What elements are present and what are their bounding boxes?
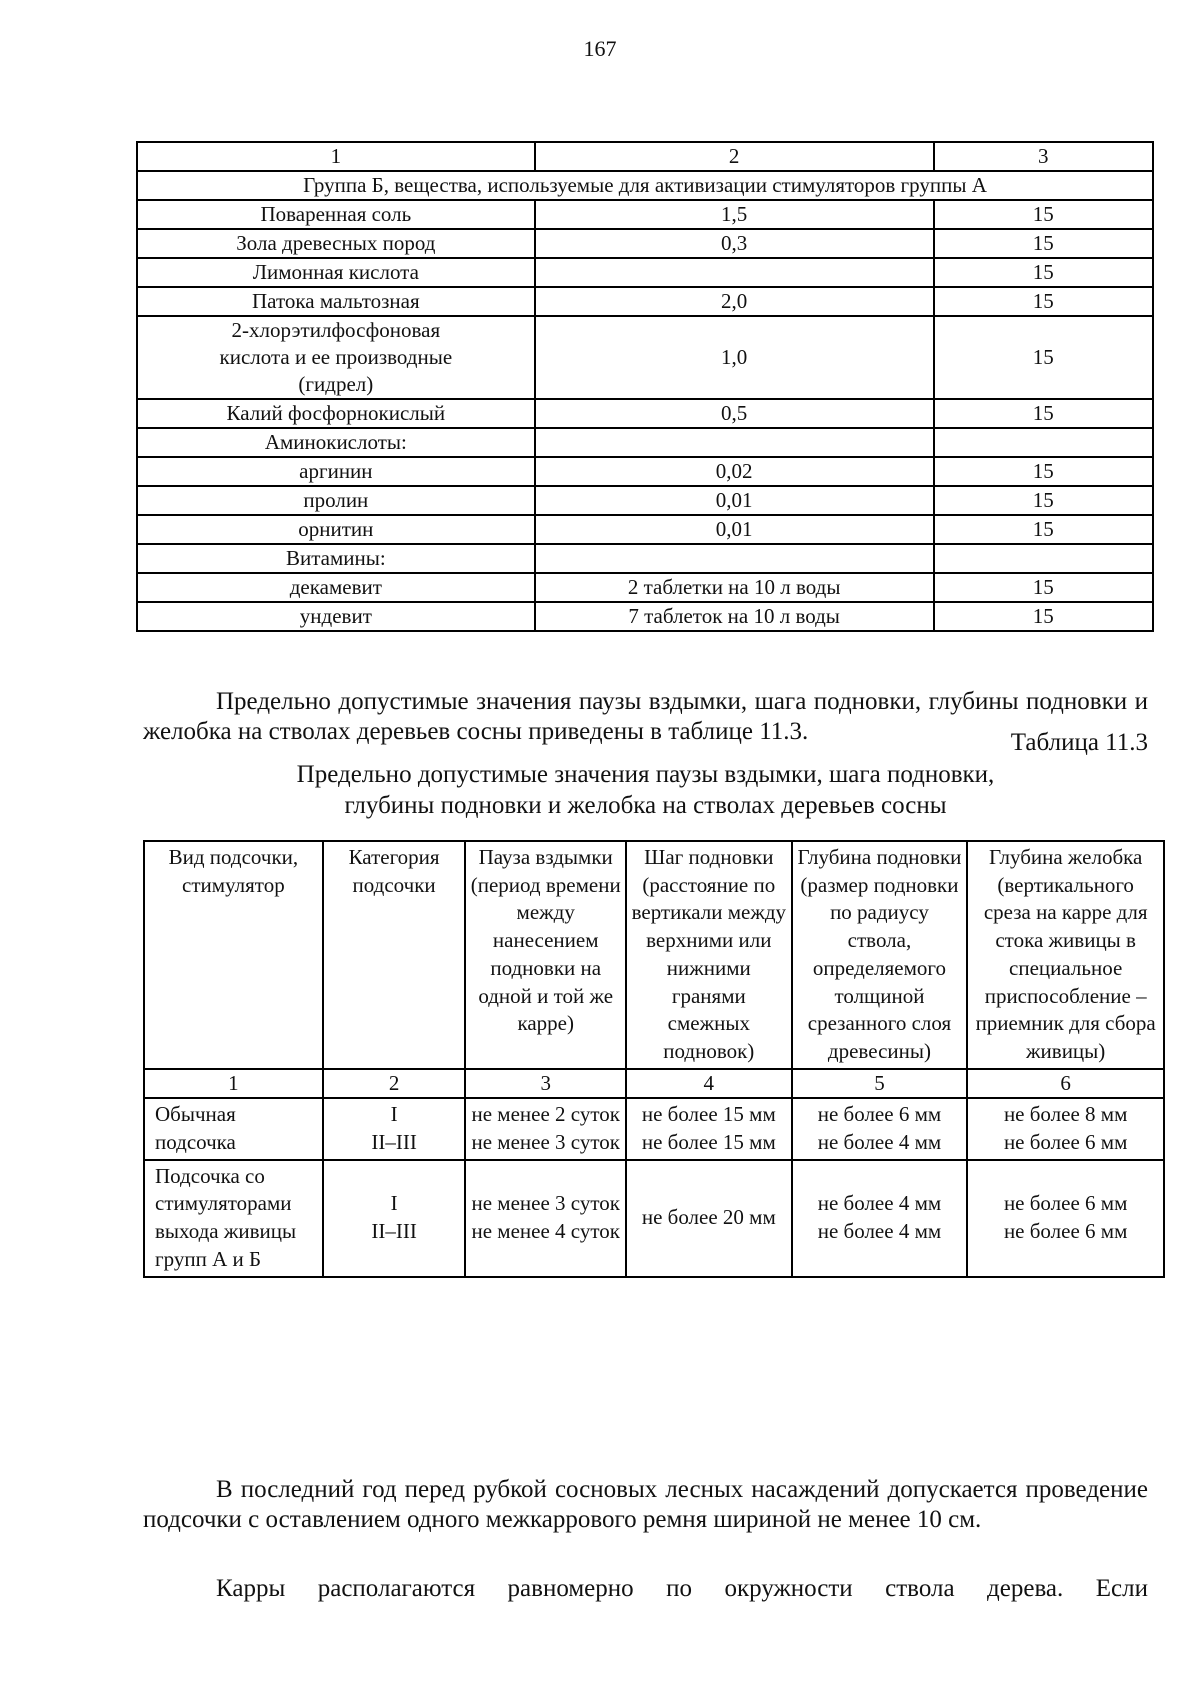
column-index-row (144, 1069, 1164, 1099)
depth-value: не более 6 мм (817, 1102, 942, 1127)
pause-value: не менее 2 суток (471, 1102, 620, 1127)
column-header: Глубина желобка (вертикального среза на карре для стока живицы в специальное приспособление – приемник для сбора живицы) (967, 841, 1164, 1069)
substance-name: ундевит (137, 602, 535, 631)
substance-name: Аминокислоты: (137, 428, 535, 457)
substance-name: Калий фосфорнокислый (137, 399, 535, 428)
substance-value: 0,01 (535, 486, 934, 515)
table-title-line: Предельно допустимые значения паузы вздымки, шага подновки, (296, 761, 995, 788)
substance-days (934, 544, 1153, 573)
depth-cell (792, 1098, 968, 1159)
column-header: Категория подсочки (323, 841, 466, 1069)
paragraph-text: В последний год перед рубкой сосновых лесных насаждений допускается проведение подсочки с оставлением одного межкаррового ремня шириной не менее 10 см. (143, 1476, 1148, 1533)
table-title-line: глубины подновки и желобка на стволах деревьев сосны (344, 792, 947, 819)
pause-cell (465, 1098, 626, 1159)
table-row (137, 602, 1153, 631)
substance-value: 7 таблеток на 10 л воды (535, 602, 934, 631)
depth-value: не более 4 мм (817, 1219, 942, 1244)
step-cell (626, 1160, 792, 1277)
table-row (137, 544, 1153, 573)
substance-days: 15 (934, 316, 1153, 399)
column-header: Вид подсочки, стимулятор (144, 841, 323, 1069)
substance-value (535, 258, 934, 287)
body-paragraph (143, 1475, 1148, 1535)
substance-days: 15 (934, 486, 1153, 515)
body-paragraph (143, 687, 1148, 747)
table-row (137, 457, 1153, 486)
substance-name: Патока мальтозная (137, 287, 535, 316)
depth-value: не более 4 мм (817, 1130, 942, 1155)
substance-value: 1,0 (535, 316, 934, 399)
tapping-category (323, 1098, 466, 1159)
groove-cell (967, 1160, 1164, 1277)
category-value: I (390, 1191, 398, 1216)
depth-value: не более 4 мм (817, 1191, 942, 1216)
table-title (143, 759, 1148, 821)
table-row (137, 486, 1153, 515)
column-number: 6 (967, 1069, 1164, 1099)
substance-days: 15 (934, 573, 1153, 602)
depth-cell (792, 1160, 968, 1277)
substance-name: декамевит (137, 573, 535, 602)
page-number: 167 (583, 36, 617, 61)
paragraph-text: Предельно допустимые значения паузы вздымки, шага подновки, глубины подновки и желобка на стволах деревьев сосны приведены в таблице 11.3. (143, 688, 1148, 745)
pause-cell (465, 1160, 626, 1277)
substance-name: Поваренная соль (137, 200, 535, 229)
table-row (144, 1160, 1164, 1277)
substance-name: 2-хлорэтилфосфоновая кислота и ее производные (гидрел) (137, 316, 535, 399)
category-value: II–III (371, 1219, 417, 1244)
groove-cell (967, 1098, 1164, 1159)
table-row (137, 316, 1153, 399)
column-number: 5 (792, 1069, 968, 1099)
substance-name: орнитин (137, 515, 535, 544)
paragraph-text: Карры располагаются равномерно по окружности ствола дерева. Если (216, 1575, 1148, 1602)
pause-value: не менее 3 суток (471, 1191, 620, 1216)
table-row (137, 399, 1153, 428)
tapping-type: Обычная подсочка (144, 1098, 323, 1159)
group-title: Группа Б, вещества, используемые для активизации стимуляторов группы А (137, 171, 1153, 200)
table-row (137, 229, 1153, 258)
substance-days: 15 (934, 399, 1153, 428)
category-value: I (390, 1102, 398, 1127)
tapping-type: Подсочка со стимуляторами выхода живицы групп А и Б (144, 1160, 323, 1277)
body-paragraph (143, 1574, 1148, 1604)
column-number: 2 (323, 1069, 466, 1099)
column-number: 3 (934, 142, 1153, 171)
column-number: 1 (137, 142, 535, 171)
substance-name: Лимонная кислота (137, 258, 535, 287)
substance-value: 2 таблетки на 10 л воды (535, 573, 934, 602)
group-title-row (137, 171, 1153, 200)
groove-value: не более 8 мм (1003, 1102, 1128, 1127)
table-row (137, 428, 1153, 457)
table-row (137, 258, 1153, 287)
step-value: не более 20 мм (641, 1205, 776, 1230)
column-number: 3 (465, 1069, 626, 1099)
column-number: 4 (626, 1069, 792, 1099)
substance-value: 1,5 (535, 200, 934, 229)
step-cell (626, 1098, 792, 1159)
substance-days: 15 (934, 287, 1153, 316)
groove-value: не более 6 мм (1003, 1130, 1128, 1155)
substance-days: 15 (934, 229, 1153, 258)
substance-days: 15 (934, 515, 1153, 544)
tapping-category (323, 1160, 466, 1277)
table-row (137, 200, 1153, 229)
stimulator-table (136, 141, 1154, 632)
substance-value: 0,02 (535, 457, 934, 486)
column-header: Шаг подновки (расстояние по вертикали между верхними или нижними гранями смежных подновок) (626, 841, 792, 1069)
table-row (144, 1098, 1164, 1159)
substance-days: 15 (934, 457, 1153, 486)
step-value: не более 15 мм (641, 1130, 776, 1155)
table-row (137, 515, 1153, 544)
table-row (137, 573, 1153, 602)
pause-value: не менее 4 суток (471, 1219, 620, 1244)
table-label: Таблица 11.3 (1010, 729, 1148, 756)
substance-days: 15 (934, 200, 1153, 229)
substance-days (934, 428, 1153, 457)
substance-days: 15 (934, 602, 1153, 631)
substance-name: Зола древесных пород (137, 229, 535, 258)
column-header: Пауза вздымки (период времени между нанесением подновки на одной и той же карре) (465, 841, 626, 1069)
substance-value: 2,0 (535, 287, 934, 316)
table-header-row (137, 142, 1153, 171)
table-row (137, 287, 1153, 316)
substance-value (535, 544, 934, 573)
substance-value: 0,01 (535, 515, 934, 544)
substance-value (535, 428, 934, 457)
column-header: Глубина подновки (размер подновки по радиусу ствола, определяемого толщиной срезанного слоя древесины) (792, 841, 968, 1069)
groove-value: не более 6 мм (1003, 1219, 1128, 1244)
substance-name: Витамины: (137, 544, 535, 573)
column-number: 2 (535, 142, 934, 171)
category-value: II–III (371, 1130, 417, 1155)
substance-days: 15 (934, 258, 1153, 287)
substance-name: аргинин (137, 457, 535, 486)
tapping-limits-table (143, 840, 1165, 1278)
substance-value: 0,3 (535, 229, 934, 258)
groove-value: не более 6 мм (1003, 1191, 1128, 1216)
column-number: 1 (144, 1069, 323, 1099)
substance-value: 0,5 (535, 399, 934, 428)
pause-value: не менее 3 суток (471, 1130, 620, 1155)
table-header-row (144, 841, 1164, 1069)
substance-name: пролин (137, 486, 535, 515)
step-value: не более 15 мм (641, 1102, 776, 1127)
